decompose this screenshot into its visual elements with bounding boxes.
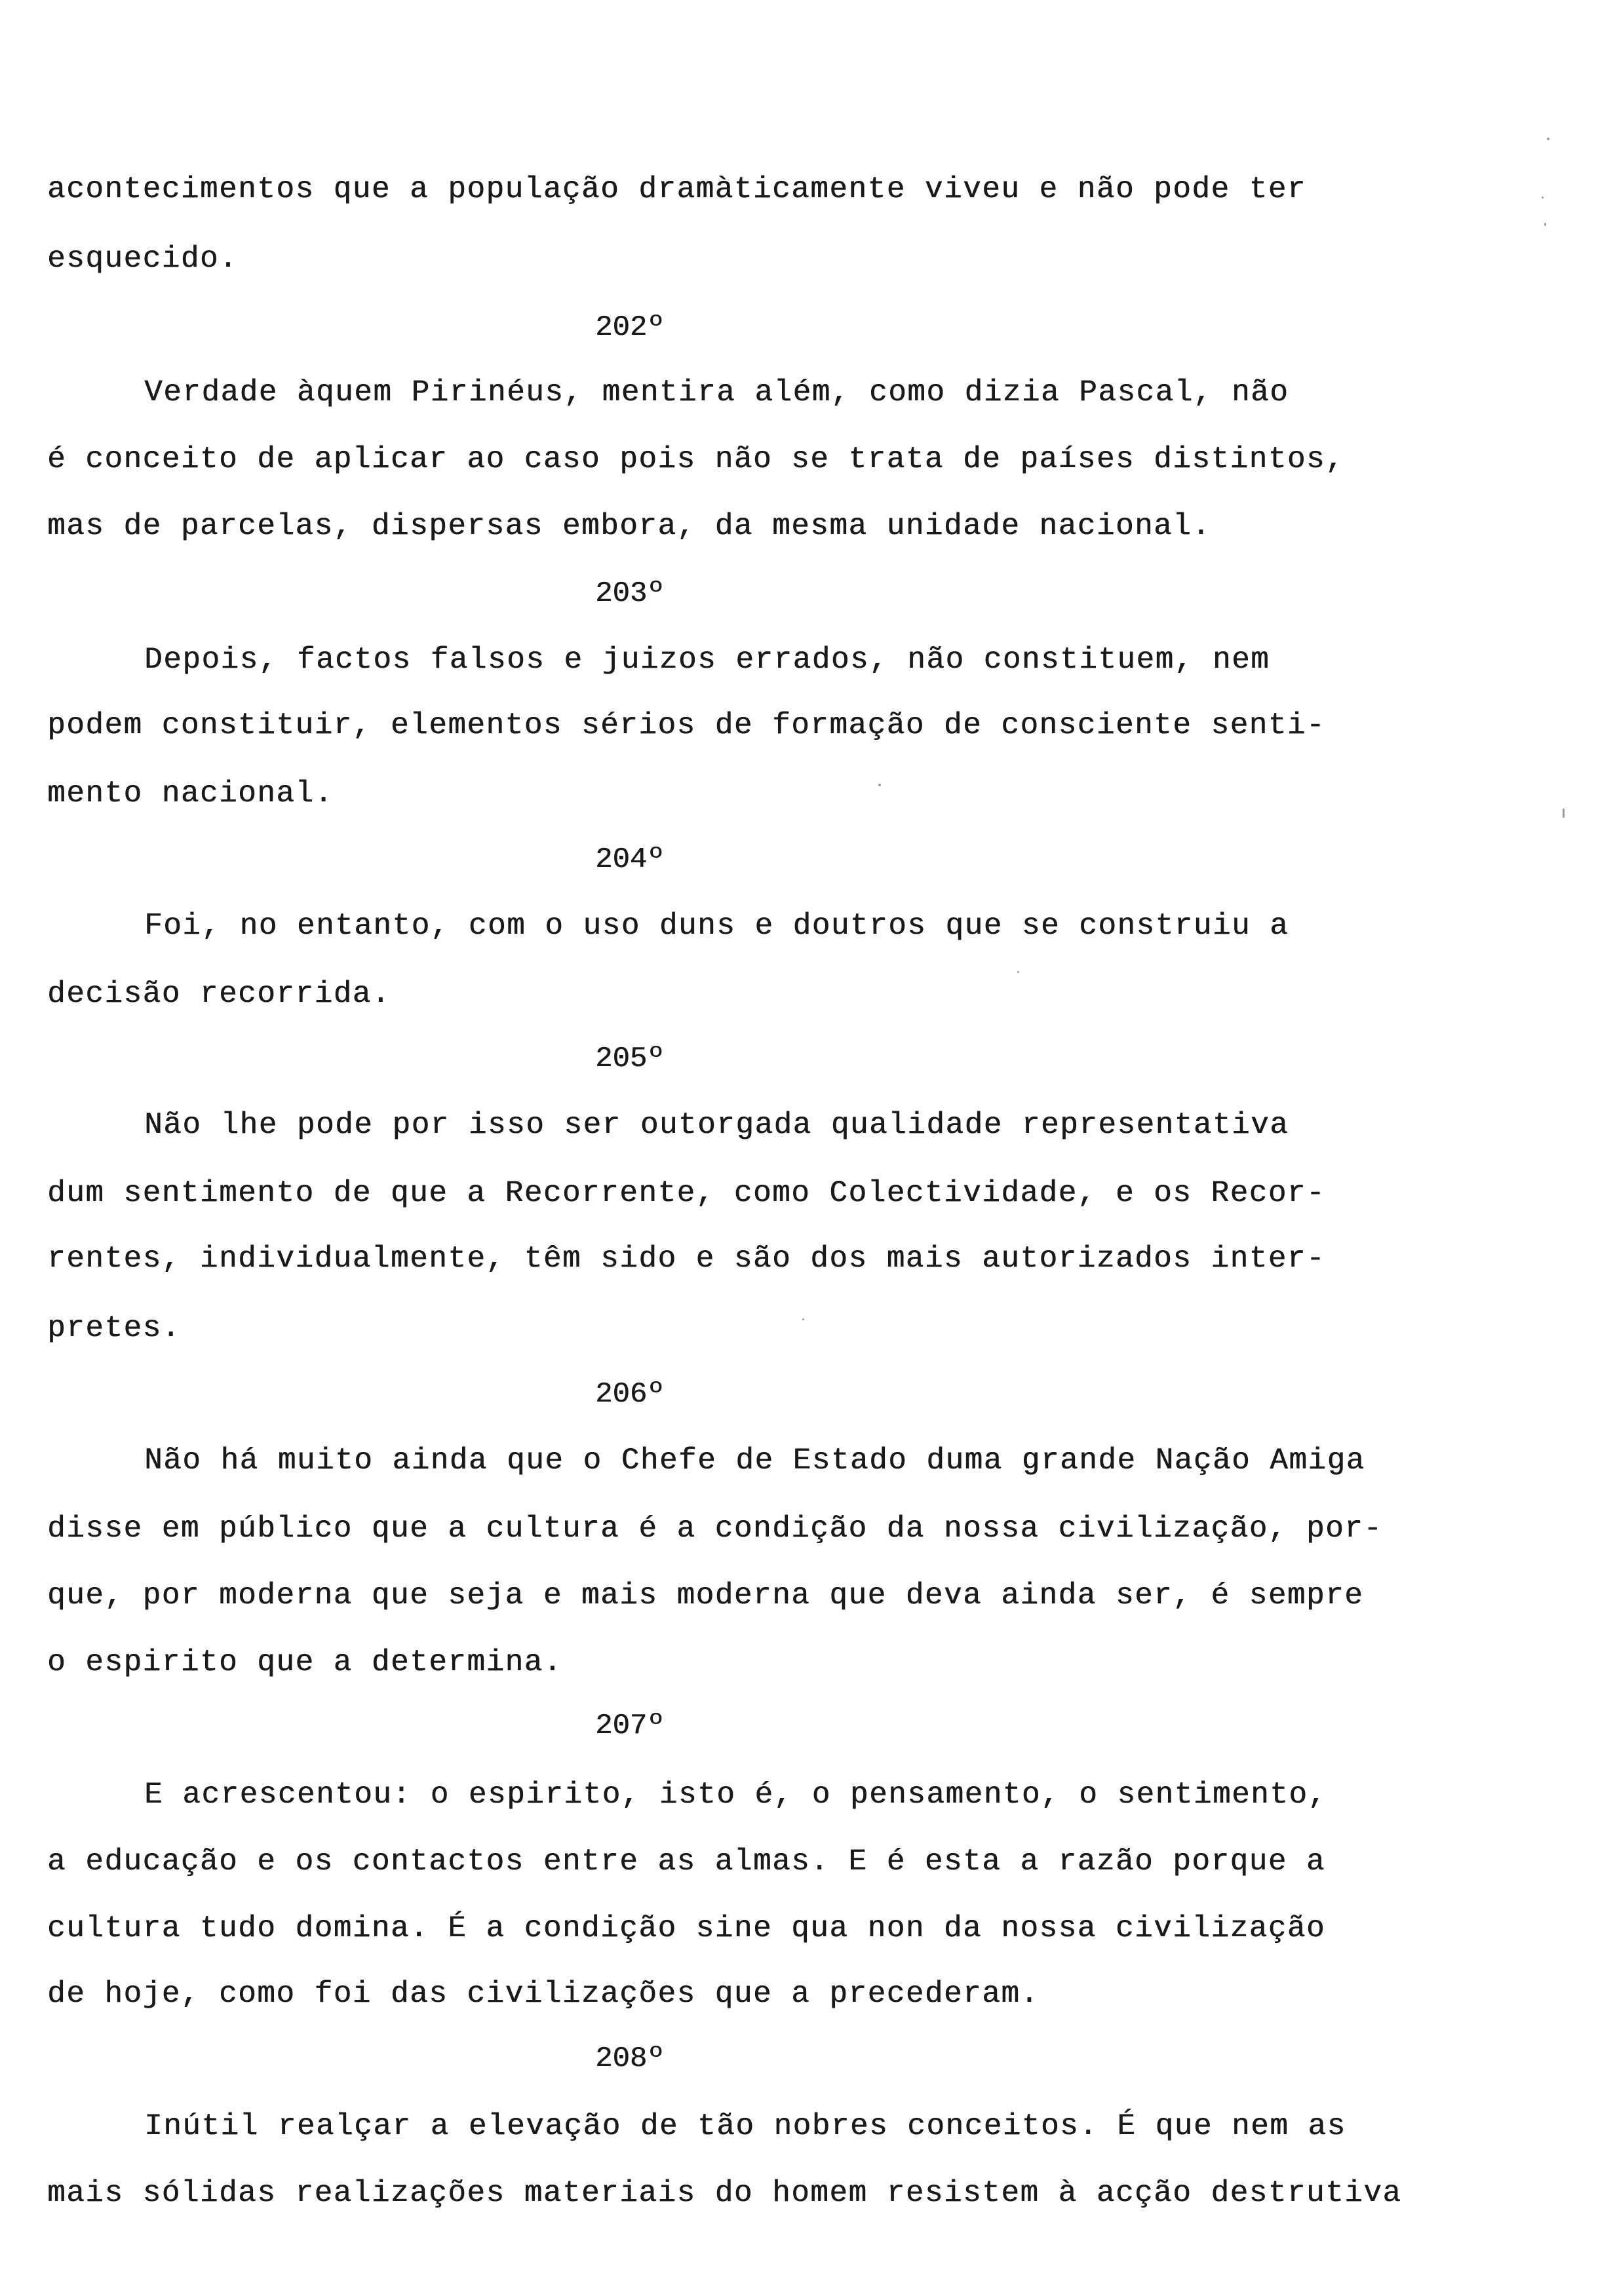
paragraph-number: 202º bbox=[595, 311, 665, 344]
text-line: que, por moderna que seja e mais moderna que deva ainda ser, é sempre bbox=[47, 1578, 1364, 1613]
text-line: cultura tudo domina. É a condição sine qua non da nossa civilização bbox=[47, 1911, 1326, 1945]
text-line: Não há muito ainda que o Chefe de Estado duma grande Nação Amiga bbox=[144, 1444, 1365, 1478]
text-line: acontecimentos que a população dramàticamente viveu e não pode ter bbox=[47, 172, 1306, 206]
text-line: é conceito de aplicar ao caso pois não se trata de países distintos, bbox=[47, 442, 1345, 476]
text-line: dum sentimento de que a Recorrente, como Colectividade, e os Recor- bbox=[47, 1176, 1326, 1210]
paragraph-number: 204º bbox=[595, 843, 665, 876]
paragraph-number: 206º bbox=[595, 1378, 665, 1411]
text-line: disse em público que a cultura é a condição da nossa civilização, por- bbox=[47, 1512, 1383, 1546]
text-line: rentes, individualmente, têm sido e são dos mais autorizados inter- bbox=[47, 1242, 1326, 1276]
text-line: mas de parcelas, dispersas embora, da mesma unidade nacional. bbox=[47, 509, 1211, 543]
scan-speck bbox=[1547, 138, 1549, 140]
text-line: pretes. bbox=[47, 1311, 181, 1345]
text-line: o espirito que a determina. bbox=[47, 1645, 562, 1679]
scan-speck bbox=[802, 1318, 804, 1320]
text-line: mento nacional. bbox=[47, 776, 334, 811]
text-line: E acrescentou: o espirito, isto é, o pensamento, o sentimento, bbox=[144, 1778, 1327, 1812]
text-line: Não lhe pode por isso ser outorgada qualidade representativa bbox=[144, 1108, 1289, 1142]
text-line: a educação e os contactos entre as almas. E é esta a razão porque a bbox=[47, 1845, 1326, 1879]
text-line: Inútil realçar a elevação de tão nobres conceitos. É que nem as bbox=[144, 2109, 1346, 2143]
scan-speck bbox=[1563, 809, 1565, 818]
paragraph-number: 203º bbox=[595, 577, 665, 610]
scan-speck bbox=[1017, 971, 1019, 973]
paragraph-number: 205º bbox=[595, 1043, 665, 1075]
text-line: Verdade àquem Pirinéus, mentira além, como dizia Pascal, não bbox=[144, 375, 1289, 410]
text-line: mais sólidas realizações materiais do homem resistem à acção destrutiva bbox=[47, 2176, 1402, 2210]
text-line: Depois, factos falsos e juizos errados, não constituem, nem bbox=[144, 643, 1270, 677]
text-line: decisão recorrida. bbox=[47, 977, 391, 1011]
paragraph-number: 207º bbox=[595, 1710, 665, 1742]
text-line: Foi, no entanto, com o uso duns e doutros que se construiu a bbox=[144, 909, 1289, 943]
scan-speck bbox=[1542, 197, 1544, 199]
scan-speck bbox=[1544, 223, 1546, 226]
scan-speck bbox=[878, 784, 881, 786]
text-line: podem constituir, elementos sérios de formação de consciente senti- bbox=[47, 708, 1326, 742]
text-line: de hoje, como foi das civilizações que a precederam. bbox=[47, 1977, 1040, 2011]
paragraph-number: 208º bbox=[595, 2042, 665, 2075]
text-line: esquecido. bbox=[47, 242, 239, 276]
